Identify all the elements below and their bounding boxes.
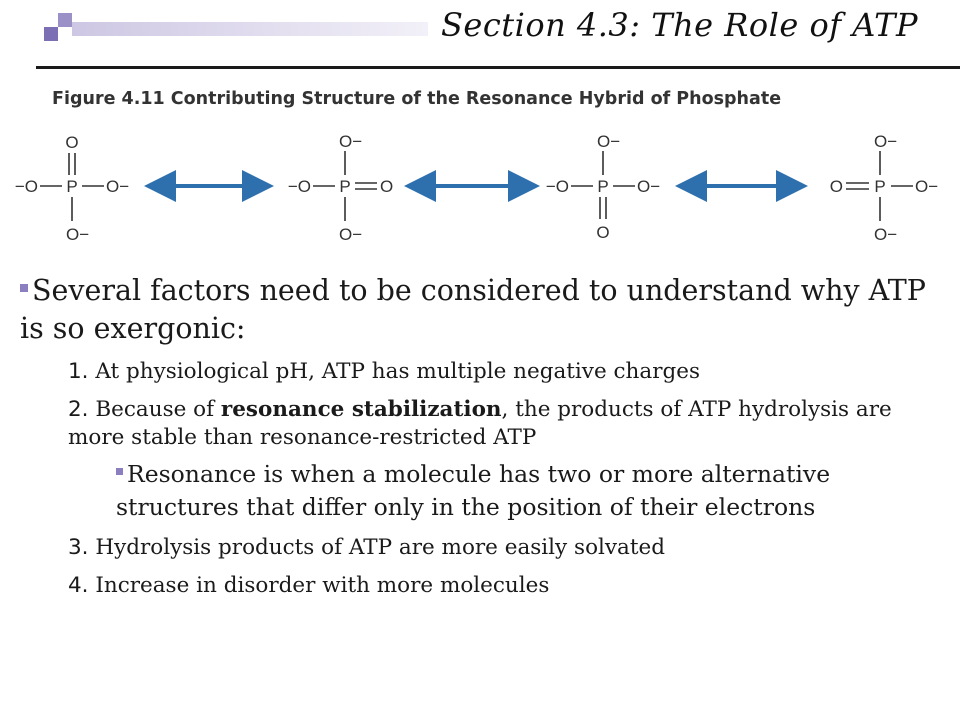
phosphorus-label: P [597,177,609,196]
oxygen-label: O [596,223,610,242]
item-number: 2. [68,397,89,422]
oxygen-anion-label: O− [66,225,90,244]
item-number: 1. [68,359,89,384]
oxygen-anion-label: O− [106,177,130,196]
square-bullet-icon [20,284,28,292]
item-text: , the products of ATP hydrolysis are more stable than resonance-restricted ATP [68,397,892,450]
oxygen-anion-label: O− [637,177,661,196]
resonance-structures-figure [0,125,960,250]
header-gradient-bar [72,22,428,36]
item-text: At physiological pH, ATP has multiple negative charges [88,359,701,384]
header-decoration-square [58,13,72,27]
item-number: 4. [68,573,89,598]
oxygen-anion-label: O− [339,132,363,151]
slide-title: Section 4.3: The Role of ATP [440,6,918,44]
oxygen-anion-label: −O [287,177,311,196]
oxygen-label: O [380,177,394,196]
oxygen-label: O [829,177,843,196]
header-decoration-square [44,27,58,41]
phosphorus-label: P [339,177,351,196]
list-item [68,396,940,452]
item-text: Hydrolysis products of ATP are more easily solvated [88,535,665,560]
header-rule [36,66,960,69]
oxygen-anion-label: O− [339,225,363,244]
oxygen-anion-label: O− [874,225,898,244]
sub-bullet-text: Resonance is when a molecule has two or more alternative structures that differ only in the position of their electrons [116,460,831,521]
item-text: Because of [88,397,221,422]
slide-content [20,272,940,600]
sub-bullet [116,458,940,524]
main-bullet [20,272,940,348]
phosphorus-label: P [874,177,886,196]
item-text: Increase in disorder with more molecules [88,573,550,598]
list-item [68,358,940,386]
oxygen-label: O [65,133,79,152]
figure-caption: Figure 4.11 Contributing Structure of the Resonance Hybrid of Phosphate [52,89,782,109]
oxygen-anion-label: −O [14,177,38,196]
item-bold-term: resonance stabilization [220,397,502,422]
phosphorus-label: P [66,177,78,196]
oxygen-anion-label: O− [915,177,939,196]
list-item [68,572,940,600]
item-number: 3. [68,535,89,560]
main-bullet-text: Several factors need to be considered to understand why ATP is so exergonic: [20,274,926,345]
oxygen-anion-label: O− [874,132,898,151]
list-item [68,534,940,562]
oxygen-anion-label: −O [545,177,569,196]
square-bullet-icon [116,468,123,475]
oxygen-anion-label: O− [597,132,621,151]
